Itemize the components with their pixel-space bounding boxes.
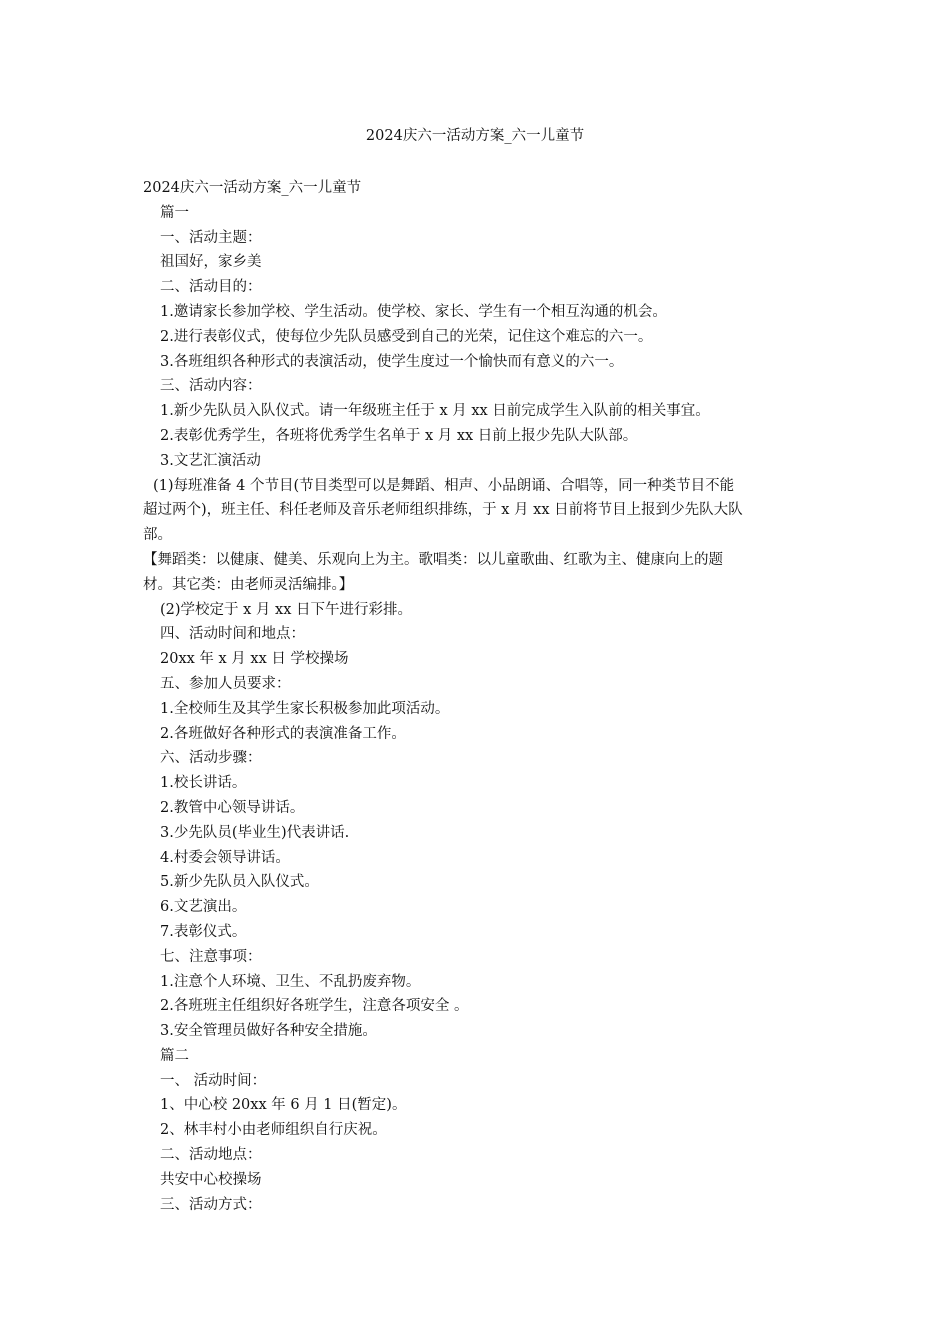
program-paragraph-line-1: (1)每班准备 4 个节目(节目类型可以是舞蹈、相声、小品朗诵、合唱等，同一种类节目不能 [153, 477, 735, 494]
activity-time-item-1: 1、中心校 20xx 年 6 月 1 日(暂定)。 [160, 1097, 407, 1114]
section-label-part-one: 篇一 [160, 204, 189, 221]
step-item-3: 3.少先队员(毕业生)代表讲话. [160, 824, 350, 841]
step-item-4: 4.村委会领导讲话。 [160, 849, 290, 866]
participants-item-1: 1.全校师生及其学生家长积极参加此项活动。 [160, 700, 450, 717]
heading-activity-method: 三、活动方式： [160, 1196, 262, 1213]
note-item-2: 2.各班班主任组织好各班学生，注意各项安全 。 [160, 998, 469, 1015]
document-title: 2024庆六一活动方案_六一儿童节 [365, 128, 585, 144]
purpose-item-1: 1.邀请家长参加学校、学生活动。使学校、家长、学生有一个相互沟通的机会。 [160, 303, 667, 320]
heading-activity-theme: 一、活动主题： [160, 229, 262, 246]
document-body [143, 176, 803, 1217]
step-item-6: 6.文艺演出。 [160, 899, 247, 916]
note-item-3: 3.安全管理员做好各种安全措施。 [160, 1023, 377, 1040]
heading-activity-purpose: 二、活动目的： [160, 279, 262, 296]
section-label-part-two: 篇二 [160, 1047, 189, 1064]
heading-activity-content: 三、活动内容： [160, 378, 262, 395]
time-place-text: 20xx 年 x 月 xx 日 学校操场 [160, 651, 349, 668]
program-paragraph-line-2: 超过两个)，班主任、科任老师及音乐老师组织排练，于 x 月 xx 日前将节目上报到少先队大队 [143, 502, 743, 519]
note-item-1: 1.注意个人环境、卫生、不乱扔废弃物。 [160, 973, 421, 990]
step-item-2: 2.教管中心领导讲话。 [160, 799, 305, 816]
category-paragraph-line-1: 【舞蹈类：以健康、健美、乐观向上为主。歌唱类：以儿童歌曲、红歌为主、健康向上的题 [143, 551, 723, 568]
heading-activity-time: 一、 活动时间： [160, 1072, 267, 1089]
step-item-1: 1.校长讲话。 [160, 775, 247, 792]
content-item-1: 1.新少先队员入队仪式。请一年级班主任于 x 月 xx 日前完成学生入队前的相关事宜。 [160, 403, 710, 420]
purpose-item-3: 3.各班组织各种形式的表演活动，使学生度过一个愉快而有意义的六一。 [160, 353, 624, 370]
program-paragraph-line-3: 部。 [143, 527, 172, 544]
step-item-5: 5.新少先队员入队仪式。 [160, 874, 319, 891]
purpose-item-2: 2.进行表彰仪式，使每位少先队员感受到自己的光荣，记住这个难忘的六一。 [160, 328, 653, 345]
rehearsal-note: (2)学校定于 x 月 xx 日下午进行彩排。 [160, 601, 413, 618]
heading-notes: 七、注意事项： [160, 948, 262, 965]
activity-time-item-2: 2、林丰村小由老师组织自行庆祝。 [160, 1122, 387, 1139]
activity-theme-text: 祖国好，家乡美 [160, 254, 262, 271]
activity-place-text: 共安中心校操场 [160, 1171, 262, 1188]
participants-item-2: 2.各班做好各种形式的表演准备工作。 [160, 725, 406, 742]
content-item-2: 2.表彰优秀学生，各班将优秀学生名单于 x 月 xx 日前上报少先队大队部。 [160, 427, 638, 444]
category-paragraph-line-2: 材。其它类：由老师灵活编排。】 [143, 576, 354, 593]
heading-activity-steps: 六、活动步骤： [160, 750, 262, 767]
heading-participants: 五、参加人员要求： [160, 675, 291, 692]
body-heading: 2024庆六一活动方案_六一儿童节 [143, 180, 362, 196]
heading-activity-place: 二、活动地点： [160, 1147, 262, 1164]
step-item-7: 7.表彰仪式。 [160, 923, 247, 940]
content-item-3: 3.文艺汇演活动 [160, 452, 261, 469]
heading-time-place: 四、活动时间和地点： [160, 626, 305, 643]
